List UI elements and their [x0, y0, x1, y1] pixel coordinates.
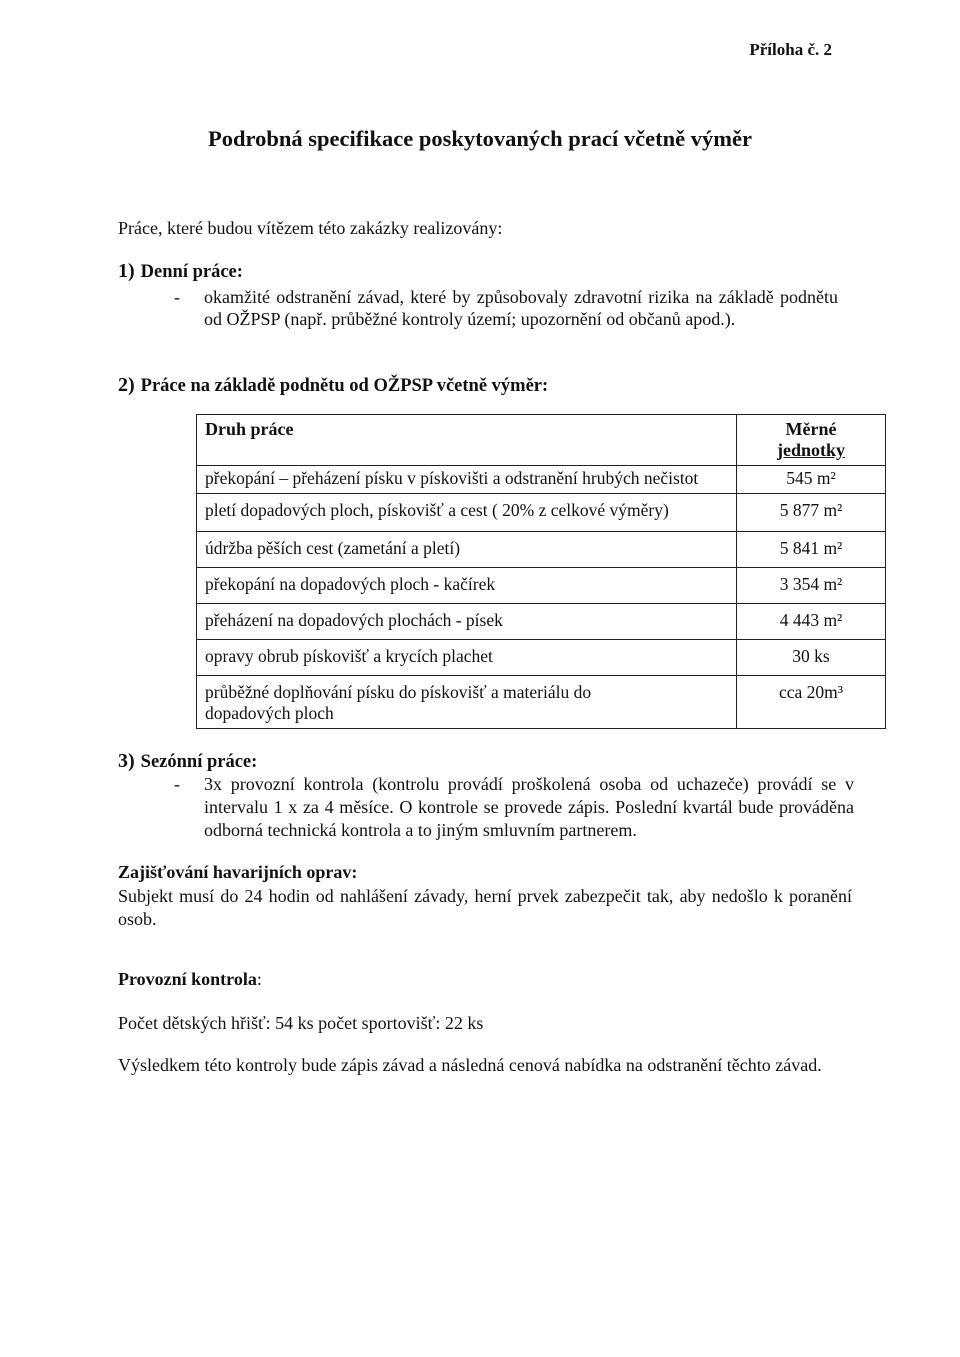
table-row [197, 466, 886, 494]
inspection-counts: Počet dětských hřišť: 54 ks počet sportovišť: 22 ks [118, 1013, 484, 1033]
inspection-heading [118, 968, 262, 991]
section-1-bullet [174, 286, 838, 334]
work-cell: průběžné doplňování písku do pískovišť a materiálu do dopadových ploch [197, 676, 737, 729]
intro-text: Práce, které budou vítězem této zakázky realizovány: [118, 218, 503, 238]
unit-cell: 4 443 m² [737, 604, 886, 640]
work-cell: údržba pěších cest (zametání a pletí) [197, 532, 737, 568]
section-3-bullet [174, 773, 854, 843]
section-2-heading [118, 374, 548, 397]
bullet-dash: - [174, 287, 180, 307]
inspection-heading-title: Provozní kontrola [118, 969, 257, 989]
header-units-line2: jednotky [776, 440, 845, 460]
section-2-number: 2) [118, 374, 135, 396]
emergency-heading: Zajišťování havarijních oprav: [118, 862, 358, 882]
page-title: Podrobná specifikace poskytovaných prací včetně výměr [208, 126, 752, 151]
header-work-type: Druh práce [197, 415, 737, 466]
unit-cell: cca 20m³ [737, 676, 886, 729]
table-row [197, 532, 886, 568]
header-units-line1: Měrné [785, 419, 837, 439]
table-row [197, 604, 886, 640]
table-row [197, 494, 886, 532]
work-cell: překopání – přeházení písku v pískovišti a odstranění hrubých nečistot [197, 466, 737, 494]
unit-cell: 5 877 m² [737, 494, 886, 532]
section-3-heading [118, 750, 257, 773]
bullet-dash: - [174, 774, 180, 794]
table-row [197, 640, 886, 676]
section-1-number: 1) [118, 260, 135, 282]
work-cell: přeházení na dopadových plochách - písek [197, 604, 737, 640]
unit-cell: 30 ks [737, 640, 886, 676]
section-3-title: Sezónní práce: [140, 752, 258, 772]
annex-label: Příloha č. 2 [749, 40, 832, 59]
section-1-heading [118, 260, 243, 283]
section-1-bullet-text: okamžité odstranění závad, které by způsobovaly zdravotní rizika na základě podnětu od OŽPSP (např. průběžné kontroly území; upozornění od občanů apod.). [204, 287, 838, 329]
work-cell: překopání na dopadových ploch - kačírek [197, 568, 737, 604]
section-2-title: Práce na základě podnětu od OŽPSP včetně výměr: [140, 376, 549, 396]
table-row [197, 568, 886, 604]
emergency-text: Subjekt musí do 24 hodin od nahlášení závady, herní prvek zabezpečit tak, aby nedošlo k poranění osob. [118, 886, 852, 929]
work-cell: pletí dopadových ploch, pískovišť a cest ( 20% z celkové výměry) [197, 494, 737, 532]
table-header-row [197, 415, 886, 466]
unit-cell: 5 841 m² [737, 532, 886, 568]
inspection-heading-colon: : [256, 969, 262, 989]
work-cell: opravy obrub pískovišť a krycích plachet [197, 640, 737, 676]
section-3-bullet-text: 3x provozní kontrola (kontrolu provádí proškolená osoba od uchazeče) provádí se v intervalu 1 x za 4 měsíce. O kontrole se provede zápis. Poslední kvartál bude prováděna odborná technická kontrola a to jiným smluvním partnerem. [204, 774, 854, 840]
unit-cell: 3 354 m² [737, 568, 886, 604]
table-row [197, 676, 886, 729]
header-units [737, 415, 886, 466]
work-table [196, 414, 886, 729]
section-1-title: Denní práce: [140, 262, 243, 282]
inspection-result: Výsledkem této kontroly bude zápis závad a následná cenová nabídka na odstranění těchto závad. [118, 1055, 822, 1075]
unit-cell: 545 m² [737, 466, 886, 494]
section-3-number: 3) [118, 750, 135, 772]
